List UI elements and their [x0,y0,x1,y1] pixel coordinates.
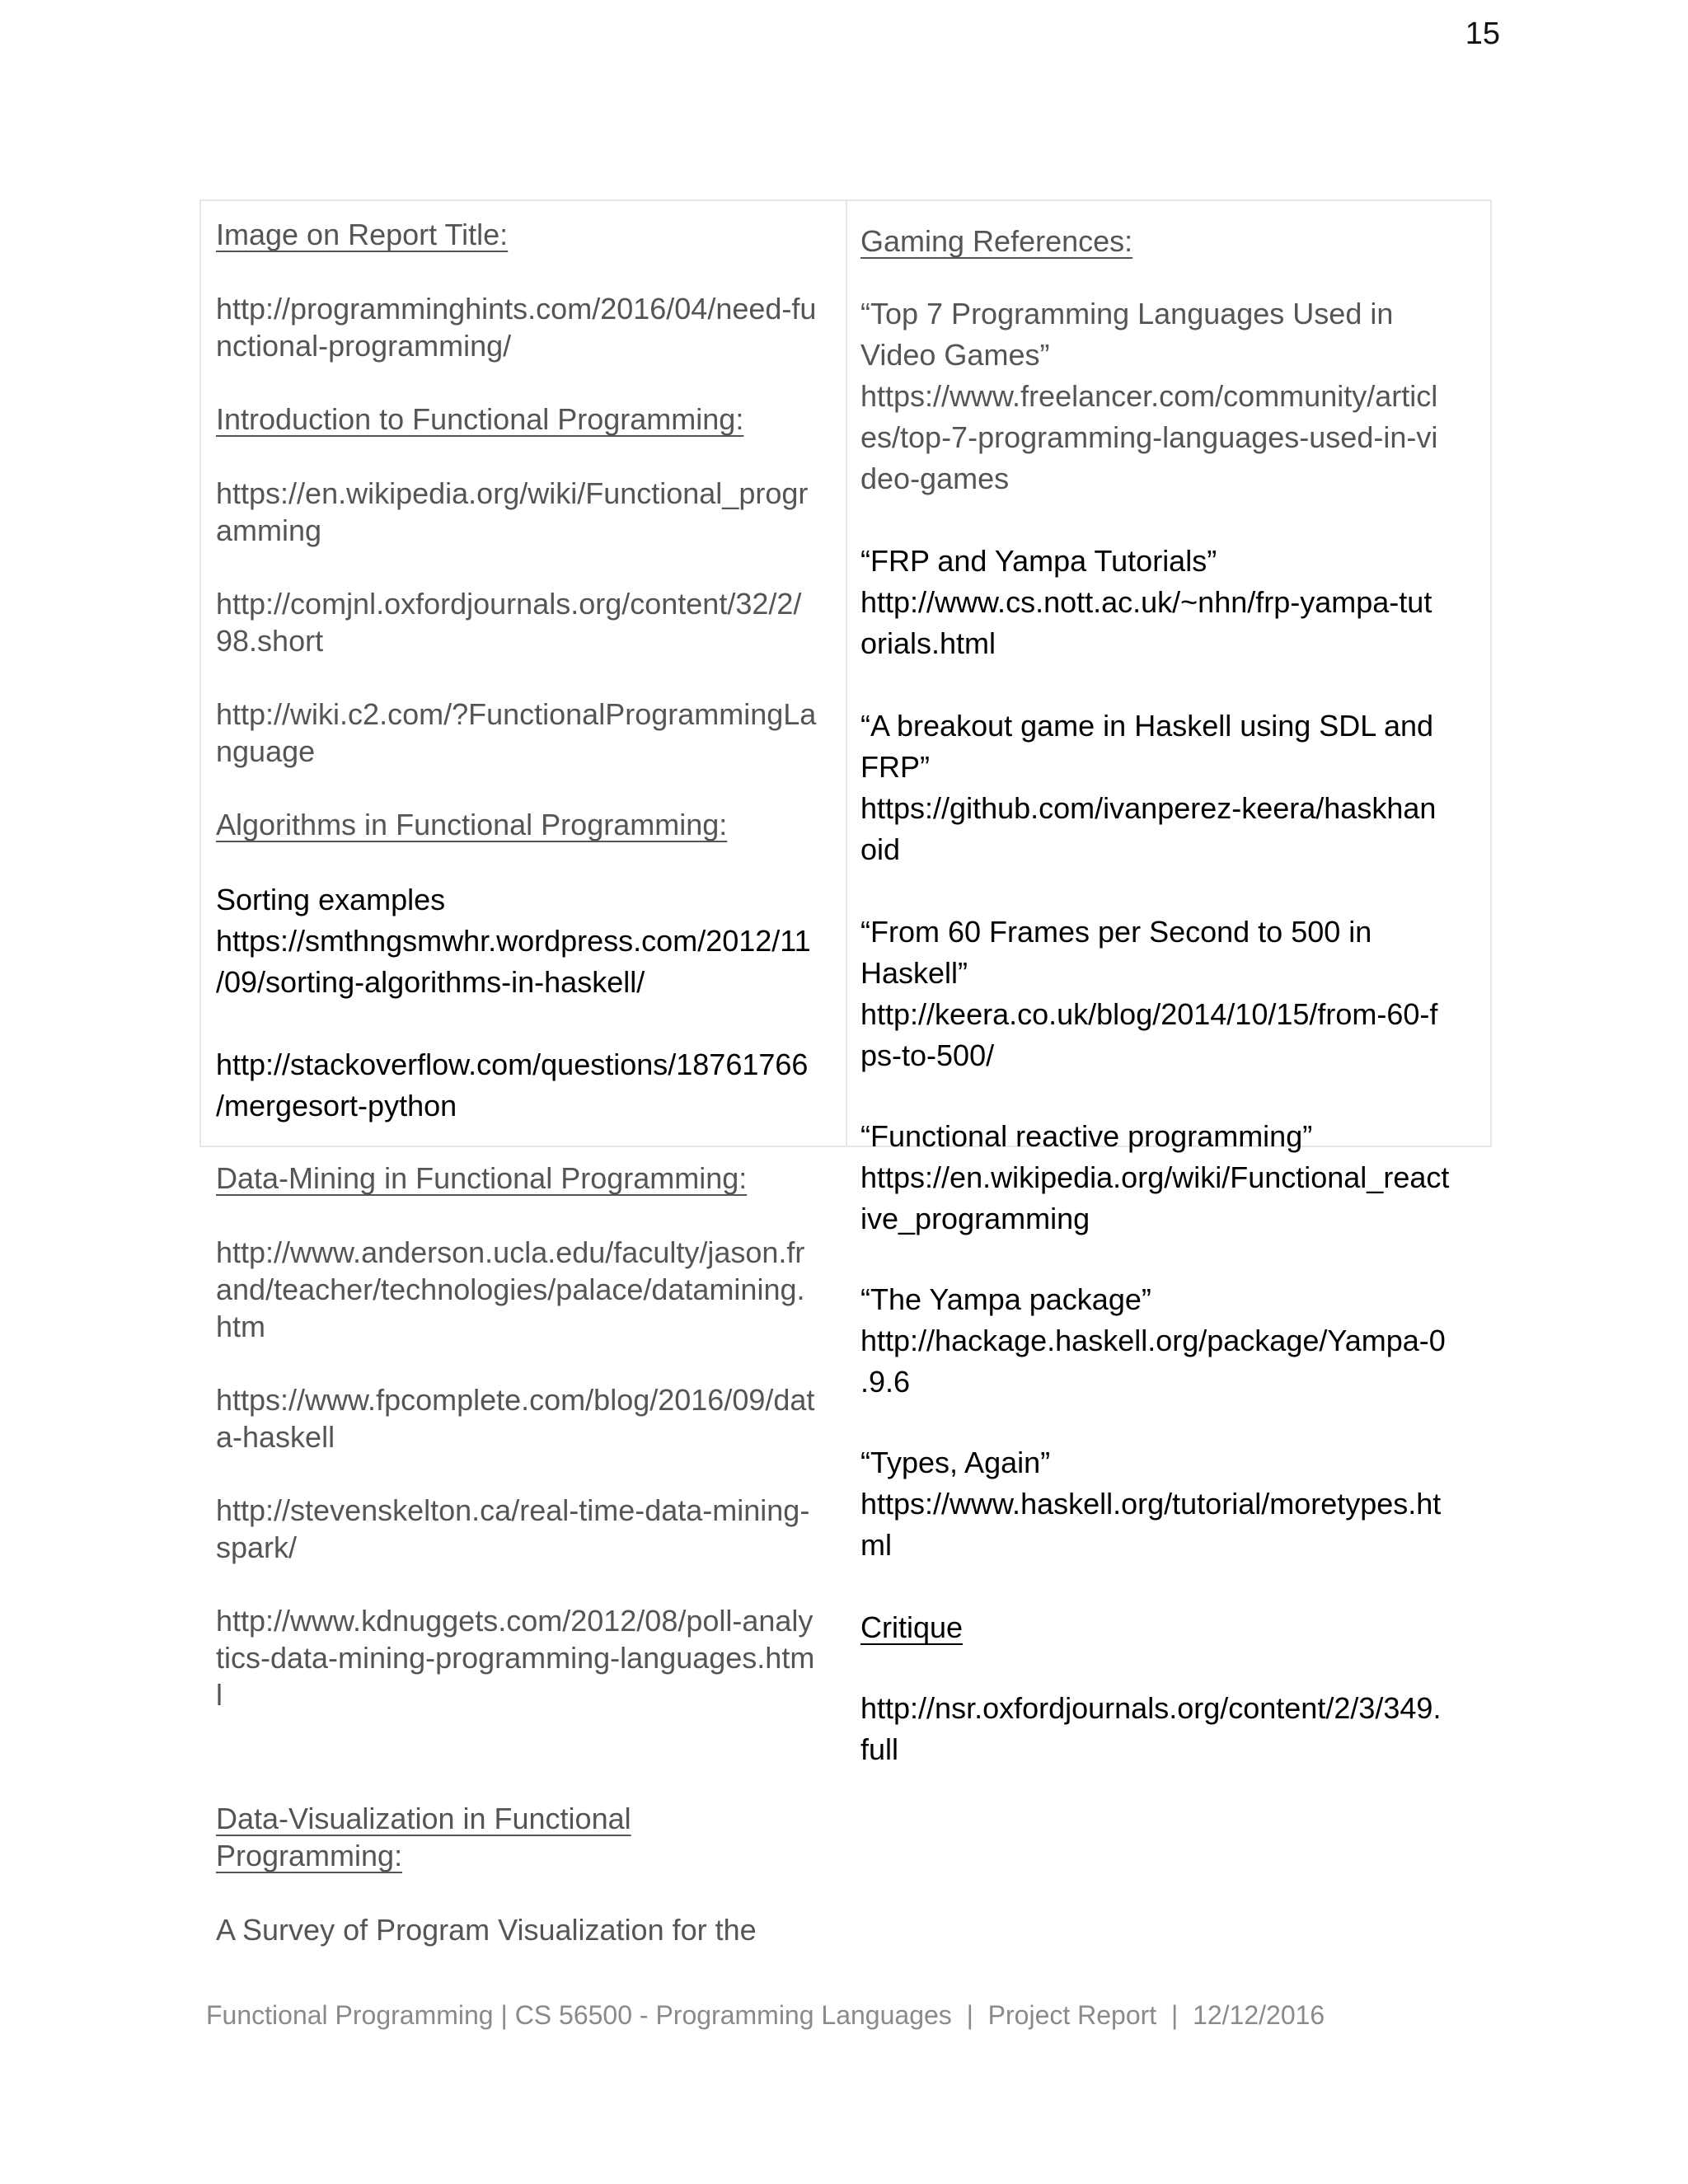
link-nsr-oxford[interactable]: http://nsr.oxfordjournals.org/content/2/3/349. full [860,1691,1442,1766]
ref-freelancer-top-7-languages[interactable]: “Top 7 Programming Languages Used in Video Games” https://www.freelancer.com/community/articl es/top-7-programming-languages-used-in-vi deo-games [860,297,1438,495]
heading-data-mining: Data-Mining in Functional Programming: [216,1161,748,1195]
heading-data-visualization: Data-Visualization in Functional Programming: [216,1802,631,1872]
link-oxford-comjnl[interactable]: http://comjnl.oxfordjournals.org/content/32/2/ 98.short [216,587,802,658]
link-stevenskelton[interactable]: http://stevenskelton.ca/real-time-data-mining- spark/ [216,1493,810,1564]
page-footer: Functional Programming | CS 56500 - Programming Languages | Project Report | 12/12/2016 [206,2000,1325,2030]
link-programminghints[interactable]: http://programminghints.com/2016/04/need-fu nctional-programming/ [216,292,817,363]
sorting-examples-entry[interactable]: Sorting examples https://smthngsmwhr.wordpress.com/2012/11 /09/sorting-algorithms-in-haskell/ [216,883,811,999]
ref-functional-reactive-programming[interactable]: “Functional reactive programming” https://en.wikipedia.org/wiki/Functional_react ive_programming [860,1119,1450,1235]
link-c2-wiki[interactable]: http://wiki.c2.com/?FunctionalProgrammingLa nguage [216,697,817,768]
link-wikipedia-functional-programming[interactable]: https://en.wikipedia.org/wiki/Functional_progr amming [216,476,809,547]
heading-introduction: Introduction to Functional Programming: [216,402,744,436]
survey-program-visualization: A Survey of Program Visualization for the [216,1913,757,1947]
heading-critique: Critique [860,1610,964,1644]
page-number: 15 [1465,16,1500,51]
references-right-column [847,201,1490,1766]
heading-gaming-references: Gaming References: [860,224,1133,258]
link-kdnuggets[interactable]: http://www.kdnuggets.com/2012/08/poll-analy tics-data-mining-programming-languages.htm l [216,1604,815,1712]
link-stackoverflow-mergesort[interactable]: http://stackoverflow.com/questions/18761766 /mergesort-python [216,1047,809,1122]
ref-yampa-package[interactable]: “The Yampa package” http://hackage.haskell.org/package/Yampa-0 .9.6 [860,1282,1446,1399]
heading-image-on-report-title: Image on Report Title: [216,218,509,251]
references-left-column [201,201,847,1947]
link-anderson-ucla[interactable]: http://www.anderson.ucla.edu/faculty/jason.fr and/teacher/technologies/palace/datamining. htm [216,1235,805,1343]
ref-breakout-game-haskell[interactable]: “A breakout game in Haskell using SDL and FRP” https://github.com/ivanperez-keera/haskhan oid [860,709,1437,866]
ref-frames-per-second[interactable]: “From 60 Frames per Second to 500 in Haskell” http://keera.co.uk/blog/2014/10/15/from-60-f ps-to-500/ [860,915,1438,1072]
ref-types-again[interactable]: “Types, Again” https://www.haskell.org/tutorial/moretypes.ht ml [860,1446,1442,1562]
ref-frp-yampa-tutorials[interactable]: “FRP and Yampa Tutorials” http://www.cs.nott.ac.uk/~nhn/frp-yampa-tut orials.html [860,544,1432,660]
heading-algorithms: Algorithms in Functional Programming: [216,808,728,841]
references-table [199,199,1492,1947]
link-fpcomplete[interactable]: https://www.fpcomplete.com/blog/2016/09/dat a-haskell [216,1383,815,1454]
